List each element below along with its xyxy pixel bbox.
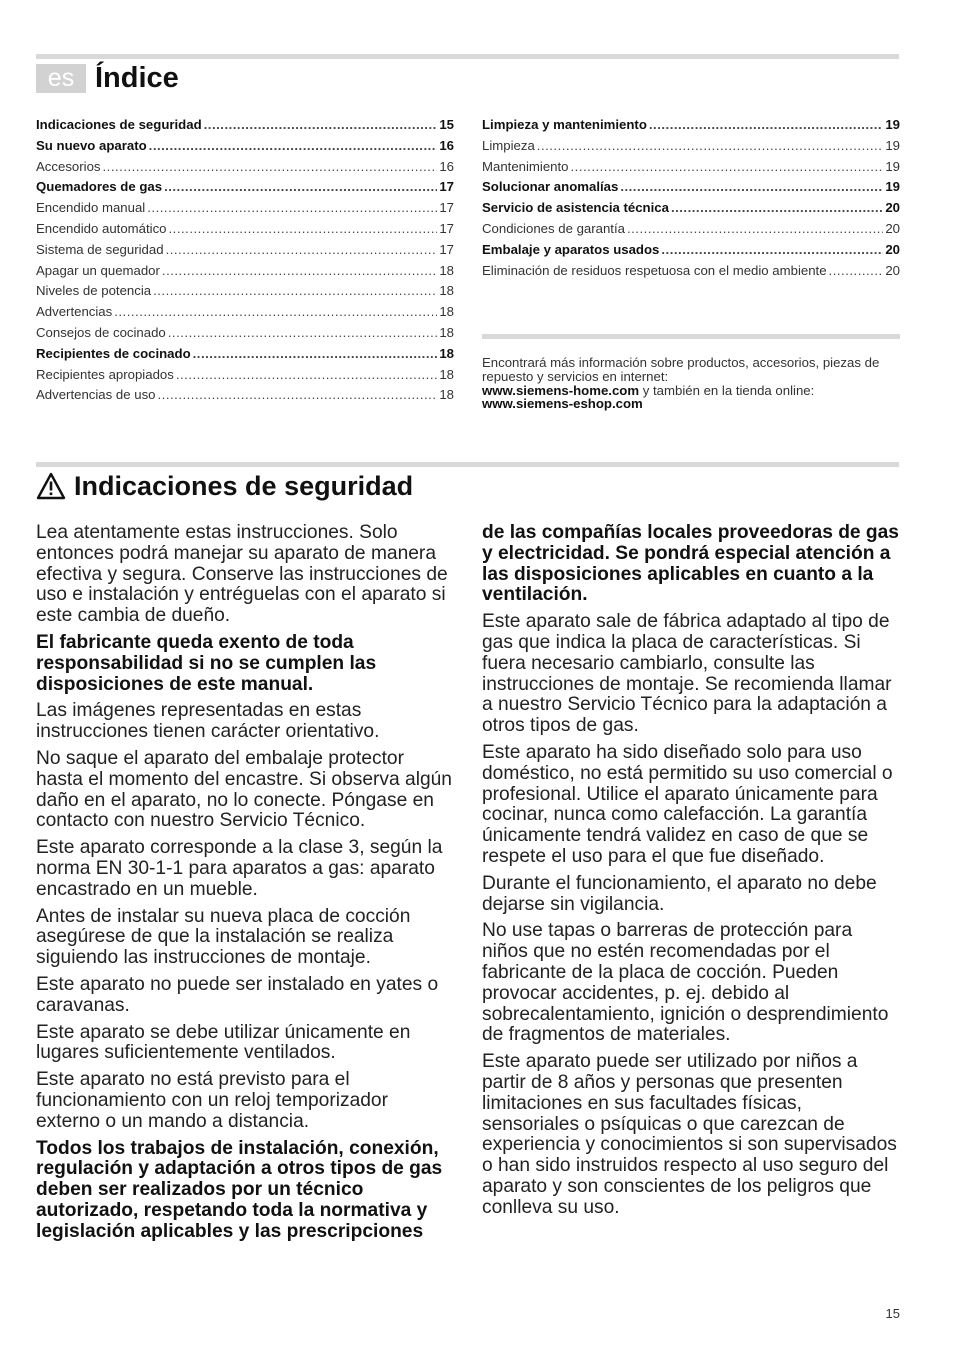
toc-leader-dots [193,344,438,365]
toc-entry-page: 15 [439,117,454,132]
toc-entry-label: Sistema de seguridad [36,241,164,257]
toc-entry-label: Su nuevo aparato [36,137,147,153]
toc-entry-label: Encendido automático [36,220,167,236]
toc-leader-dots [620,177,883,198]
toc-entry-page: 19 [885,137,900,153]
toc-leader-dots [166,240,438,261]
toc-left-column [36,115,454,406]
paragraph: Este aparato se debe utilizar únicamente en lugares suficientemente ventilados. [36,1021,411,1064]
toc-entry-page: 16 [439,158,454,174]
toc-entry[interactable] [36,219,454,240]
paragraph: Las imágenes representadas en estas instrucciones tienen carácter orientativo. [36,700,380,743]
toc-leader-dots [169,219,438,240]
toc-entry[interactable] [36,261,454,282]
toc-leader-dots [649,115,883,136]
toc-entry-label: Servicio de asistencia técnica [482,200,669,216]
toc-leader-dots [153,281,437,302]
info-text-middle: y también en la tienda online: [639,382,815,398]
toc-entry[interactable] [482,115,900,136]
toc-entry-page: 20 [885,262,900,278]
toc-entry-page: 18 [439,345,454,361]
page-title: Índice [95,62,179,94]
toc-entry[interactable] [36,385,454,406]
paragraph: Este aparato no está previsto para el funcionamiento con un reloj temporizador externo o un mando a distancia. [36,1069,388,1132]
toc-entry[interactable] [36,240,454,261]
body-left-column [36,523,454,1249]
toc-entry[interactable] [36,365,454,386]
toc-entry-page: 19 [885,158,900,174]
toc-entry-label: Mantenimiento [482,158,569,174]
toc-entry-page: 17 [439,241,454,257]
toc-entry-label: Encendido manual [36,200,146,216]
toc-entry[interactable] [36,323,454,344]
section-rule [36,462,899,467]
toc-entry-page: 17 [439,220,454,236]
siemens-home-link[interactable]: www.siemens-home.com [482,382,640,398]
toc-entry-page: 18 [439,283,454,299]
toc-entry-label: Consejos de cocinado [36,324,166,340]
paragraph: Este aparato puede ser utilizado por niños a partir de 8 años y personas que presenten limitaciones en sus facultades físicas, sensoriales o psíquicas o que carezcan de experiencia y conocimientos si son supervisados o han sido instruidos respecto al uso seguro del aparato y son conscientes de los peligros que conlleva su uso. [482,1051,897,1218]
bold-paragraph: de las compañías locales proveedoras de gas y electricidad. Se pondrá especial atención a las disposiciones aplicables en cuanto a la ventilación. [482,522,899,606]
toc-entry-label: Recipientes de cocinado [36,345,191,361]
toc-entry[interactable] [482,240,900,261]
toc-entry-page: 18 [439,387,454,403]
toc-leader-dots [114,302,437,323]
toc-entry-page: 18 [439,262,454,278]
toc-entry[interactable] [36,302,454,323]
toc-entry[interactable] [36,344,454,365]
toc-leader-dots [627,219,883,240]
toc-leader-dots [149,136,438,157]
toc-entry[interactable] [482,157,900,178]
toc-leader-dots [176,365,438,386]
toc-entry-page: 20 [885,220,900,236]
info-text: Encontrará más información sobre productos, accesorios, piezas de repuesto y servicios en internet: [482,355,880,384]
toc-entry[interactable] [36,157,454,178]
siemens-eshop-link[interactable]: www.siemens-eshop.com [482,396,643,412]
toc-entry-label: Quemadores de gas [36,179,163,195]
toc-leader-dots [103,157,438,178]
paragraph: Antes de instalar su nueva placa de cocción asegúrese de que la instalación se realiza siguiendo las instrucciones de montaje. [36,905,411,969]
toc-entry-page: 16 [439,137,454,153]
toc-leader-dots [158,385,438,406]
toc-leader-dots [671,198,883,219]
paragraph: Durante el funcionamiento, el aparato no debe dejarse sin vigilancia. [482,872,877,915]
toc-entry-label: Condiciones de garantía [482,220,625,236]
toc-entry[interactable] [482,198,900,219]
toc-entry-label: Accesorios [36,158,101,174]
toc-entry[interactable] [482,261,900,282]
toc-leader-dots [661,240,883,261]
toc-entry[interactable] [482,177,900,198]
toc-entry[interactable] [36,281,454,302]
toc-entry-label: Advertencias de uso [36,387,156,403]
toc-entry-label: Indicaciones de seguridad [36,117,202,132]
toc-entry-page: 17 [439,200,454,216]
toc-entry-label: Limpieza [482,137,535,153]
toc-entry-label: Eliminación de residuos respetuosa con el medio ambiente [482,262,827,278]
info-rule [482,334,900,339]
toc-leader-dots [164,177,437,198]
paragraph: Este aparato no puede ser instalado en yates o caravanas. [36,973,439,1016]
toc-entry-page: 17 [439,179,454,195]
body-right-column [482,523,900,1225]
toc-entry[interactable] [36,177,454,198]
toc-entry[interactable] [36,198,454,219]
bold-paragraph: El fabricante queda exento de toda responsabilidad si no se cumplen las disposiciones de este manual. [36,631,377,695]
toc-entry-label: Solucionar anomalías [482,179,619,195]
toc-entry-label: Embalaje y aparatos usados [482,241,660,257]
paragraph: Este aparato sale de fábrica adaptado al tipo de gas que indica la placa de características. Si fuera necesario cambiarlo, consulte las instrucciones de montaje. Se recomienda llamar a nuestro Servicio Técnico para la adaptación a otros tipos de gas. [482,611,892,737]
toc-entry-page: 20 [885,241,900,257]
toc-entry-page: 18 [439,366,454,382]
toc-right-column [482,115,900,281]
toc-leader-dots [147,198,437,219]
toc-leader-dots [162,261,437,282]
paragraph: Este aparato corresponde a la clase 3, según la norma EN 30-1-1 para aparatos a gas: aparato encastrado en un mueble. [36,837,443,900]
toc-entry[interactable] [36,115,454,136]
language-badge: es [36,64,86,93]
toc-entry-label: Recipientes apropiados [36,366,174,382]
toc-leader-dots [571,157,884,178]
toc-entry[interactable] [482,136,900,157]
section-title-text: Indicaciones de seguridad [74,471,414,501]
toc-entry[interactable] [482,219,900,240]
toc-entry-label: Niveles de potencia [36,283,152,299]
top-rule [36,54,899,59]
toc-leader-dots [829,261,884,282]
toc-leader-dots [537,136,884,157]
paragraph: Lea atentamente estas instrucciones. Solo entonces podrá manejar su aparato de manera efectiva y segura. Conserve las instrucciones de uso e instalación y entréguelas con el aparato si este cambia de dueño. [36,522,448,627]
toc-entry[interactable] [36,136,454,157]
toc-entry-label: Advertencias [36,304,113,320]
warning-triangle-icon [36,472,66,500]
paragraph: No saque el aparato del embalaje protector hasta el momento del encastre. Si observa algún daño en el aparato, no lo conecte. Póngase en contacto con nuestro Servicio Técnico. [36,747,452,832]
toc-entry-page: 20 [885,200,900,216]
toc-entry-label: Apagar un quemador [36,262,160,278]
page-number: 15 [885,1306,900,1321]
info-block [482,356,900,411]
paragraph: No use tapas o barreras de protección para niños que no estén recomendadas por el fabricante de la placa de cocción. Pueden provocar accidentes, p. ej. debido al sobrecalentamiento, ignición o desprendimiento de fragmentos de materiales. [482,920,889,1046]
toc-entry-page: 18 [439,324,454,340]
toc-entry-label: Limpieza y mantenimiento [482,117,647,132]
section-title [36,468,413,504]
toc-leader-dots [168,323,438,344]
paragraph: Este aparato ha sido diseñado solo para uso doméstico, no está permitido su uso comercial o profesional. Utilice el aparato únicamente para cocinar, nunca como calefacción. La garantía únicamente tendrá validez en caso de que se respete el uso para el que fue diseñado. [482,741,893,867]
bold-paragraph: Todos los trabajos de instalación, conexión, regulación y adaptación a otros tipos de gas deben ser realizados por un técnico autorizado, respetando toda la normativa y legislación aplicables y las prescripciones [36,1137,443,1242]
toc-entry-page: 19 [885,179,900,195]
toc-entry-page: 19 [885,117,900,132]
toc-leader-dots [204,115,438,136]
toc-entry-page: 18 [439,304,454,320]
